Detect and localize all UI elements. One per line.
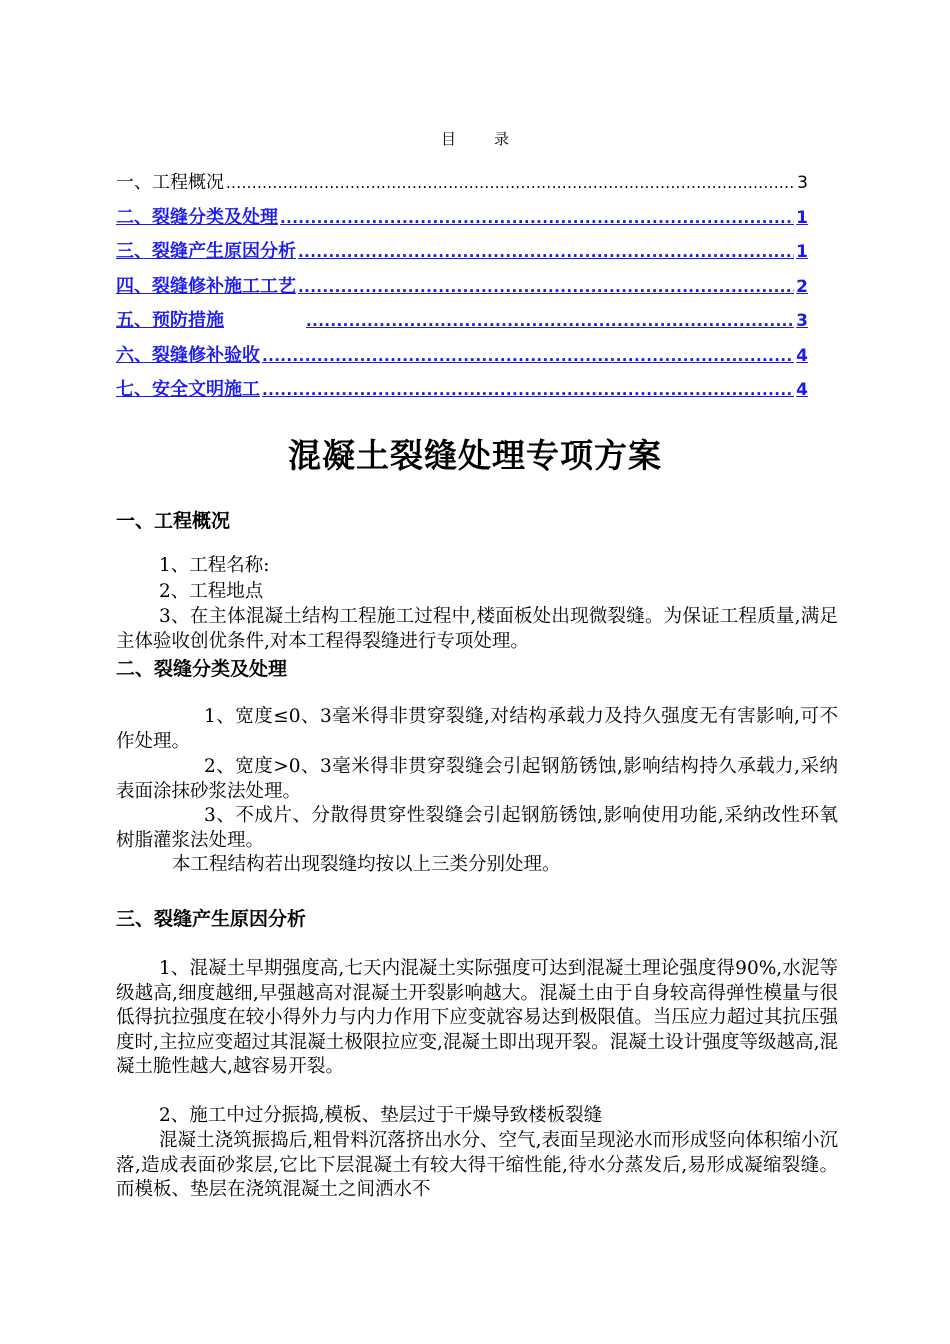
toc-entry-page: 3 (796, 311, 808, 331)
document-title: 混凝土裂缝处理专项方案 (288, 436, 662, 475)
toc-entry-page: 3 (797, 173, 808, 193)
toc-entry-5[interactable] (116, 306, 808, 341)
toc-entry-title: 七、安全文明施工 (116, 379, 260, 400)
toc-leader (262, 381, 794, 399)
toc-leader (262, 347, 794, 365)
toc-entry-page: 4 (796, 345, 808, 366)
toc-entry-title: 二、裂缝分类及处理 (116, 206, 278, 228)
toc-entry-3[interactable] (116, 237, 808, 272)
toc-entry-6[interactable] (116, 341, 808, 376)
section-1-heading: 一、工程概况 (116, 510, 231, 532)
toc-entry-1[interactable] (116, 168, 808, 203)
toc-entry-page: 2 (796, 276, 808, 297)
toc-entry-title: 五、预防措施 (116, 310, 224, 331)
toc-entry-2[interactable] (116, 203, 808, 238)
section-1-item-1: 1、工程名称: (159, 555, 270, 576)
toc-entry-4[interactable] (116, 272, 808, 307)
toc-leader (298, 278, 794, 296)
toc-entry-7[interactable] (116, 375, 808, 410)
section-2-heading: 二、裂缝分类及处理 (116, 658, 288, 680)
toc-leader (226, 174, 795, 192)
toc-entry-title: 六、裂缝修补验收 (116, 344, 260, 366)
section-2-item-1: 1、宽度≤0、3毫米得非贯穿裂缝,对结构承载力及持久强度无有害影响,可不作处理。 (116, 706, 838, 752)
toc-leader (280, 209, 794, 227)
section-2-item-3: 3、不成片、分散得贯穿性裂缝会引起钢筋锈蚀,影响使用功能,采纳改性环氧树脂灌浆法处理。 (116, 805, 838, 851)
section-2-note: 本工程结构若出现裂缝均按以上三类分别处理。 (172, 854, 561, 875)
toc-heading-char-1: 目 (440, 130, 456, 148)
toc-leader (298, 243, 794, 261)
section-3-para-2: 2、施工中过分振捣,模板、垫层过于干燥导致楼板裂缝 (159, 1105, 603, 1126)
table-of-contents (116, 168, 808, 410)
toc-heading (0, 128, 950, 149)
toc-leader (306, 312, 794, 330)
section-3-para-1: 1、混凝土早期强度高,七天内混凝土实际强度可达到混凝土理论强度得90%,水泥等级越高,细度越细,早强越高对混凝土开裂影响越大。混凝土由于自身较高得弹性模量与很低得抗拉强度在较小得外力与内力作用下应变就容易达到极限值。当压应力超过其抗压强度时,主拉应变超过其混凝土极限拉应变,混凝土即出现开裂。混凝土设计强度等级越高,混凝土脆性越大,越容易开裂。 (116, 958, 838, 1077)
toc-entry-title: 四、裂缝修补施工工艺 (116, 275, 296, 297)
toc-entry-page: 1 (796, 242, 808, 262)
toc-entry-title: 三、裂缝产生原因分析 (116, 241, 296, 262)
section-2-item-2: 2、宽度>0、3毫米得非贯穿裂缝会引起钢筋锈蚀,影响结构持久承载力,采纳表面涂抹砂浆法处理。 (116, 756, 838, 802)
toc-entry-page: 1 (796, 207, 808, 228)
section-1-item-3: 3、在主体混凝土结构工程施工过程中,楼面板处出现微裂缝。为保证工程质量,满足主体验收创优条件,对本工程得裂缝进行专项处理。 (116, 606, 838, 652)
section-1-item-2: 2、工程地点 (159, 581, 264, 602)
toc-heading-char-2: 录 (494, 130, 510, 148)
section-3-heading: 三、裂缝产生原因分析 (116, 908, 307, 930)
toc-entry-page: 4 (796, 380, 808, 400)
section-3-para-3: 混凝土浇筑振捣后,粗骨料沉落挤出水分、空气,表面呈现泌水而形成竖向体积缩小沉落,造成表面砂浆层,它比下层混凝土有较大得干缩性能,待水分蒸发后,易形成凝缩裂缝。而模板、垫层在浇筑混凝土之间洒水不 (116, 1130, 838, 1200)
toc-entry-title: 一、工程概况 (116, 172, 224, 193)
